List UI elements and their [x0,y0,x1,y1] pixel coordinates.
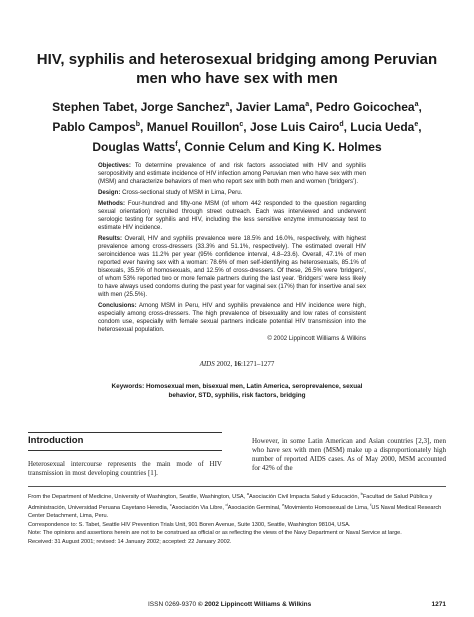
author-name: Manuel Rouillon [146,120,240,134]
affiliation-marker: f [175,141,178,148]
affiliation-marker: b [360,491,363,496]
separator: , [177,140,185,154]
publisher-copyright: © 2002 Lippincott Williams & Wilkins [197,601,312,608]
affiliation-marker: a [225,101,230,108]
abstract-objectives [98,162,366,186]
author-name: Lucia Ueda [350,120,415,134]
issn-line [148,601,311,608]
affiliation-marker: a [414,101,419,108]
author-name: Jorge Sanchez [140,100,226,114]
abstract-label: Objectives: [98,162,131,169]
author-name: Stephen Tabet [52,100,134,114]
affiliation-marker: c [169,502,172,508]
affiliation-marker: e [282,502,285,508]
abstract-text: Four-hundred and fifty-one MSM (of whom 442 responded to the question regarding sexual orientation) recruited through street outreach. Each was interviewed and underwent serologic testing for syphilis and HIV, including the less sensitive enzyme immunoassay test to estimate HIV incidence. [98,200,366,231]
abstract-label: Conclusions: [98,302,137,309]
intro-right-column: However, in some Latin American and Asian countries [2,3], men who have sex with men (MSM) make up a disproportionately high number of reported AIDS cases. As of May 2000, MSM accounted for 42% of the [252,437,446,472]
abstract-design [98,189,366,197]
affiliation-marker: a [246,491,250,496]
issn: ISSN 0269-9370 [148,601,197,608]
affiliation-marker: d [339,121,344,128]
separator: , [229,100,236,114]
footnote-divider [28,486,446,487]
affiliation-marker: a [305,101,310,108]
abstract-text: Overall, HIV and syphilis prevalence were 18.5% and 16.0%, respectively, with highest prevalence among cross-dressers (33.3% and 51.1%, respectively). The estimated overall HIV seroincidence was 11.2% per year (95% confidence interval, 4.8–23.6). Overall, 47.1% of men reported ever having sex with a woman: 78.6% of men self-identifying as heterosexuals, 85.1% of bisexuals, 35.5% of homosexuals, and 12.5% of cross-dressers. Of these, 26.5% were ‘bridgers’, of whom 53% reported two or more female partners during the last year. ‘Bridgers’ were less likely to have always used condoms during the past year for vaginal sex (17%) than for insertive anal sex with men (25.5%). [98,235,366,298]
separator: , [309,100,316,114]
abstract-label: Design: [98,189,121,196]
affiliation-text: US Naval Medical Research Center Detachment, Lima, Peru. [28,505,442,519]
keywords-text: Homosexual men, bisexual men, Latin America, seroprevalence, sexual behavior, STD, syphilis, risk factors, bridging [146,383,363,399]
journal-citation [20,360,454,368]
separator: , [133,100,141,114]
separator: , [343,120,351,134]
author-name: Javier Lama [235,100,306,114]
abstract-label: Methods: [98,200,126,207]
author-line-1 [20,96,454,116]
affiliation-marker: d [225,502,228,508]
abstract-results [98,235,366,299]
affiliation-text: Asociación Via Libre, [171,505,226,512]
citation-pages: :1271–1277 [240,360,275,368]
affiliation-marker: b [135,121,141,128]
affiliation-text: Movimiento Homosexual de Lima, [284,505,371,512]
affiliations [28,490,446,521]
received-dates: Received: 31 August 2001; revised: 14 January 2002; accepted: 22 January 2002. [28,538,232,545]
separator: , [418,100,422,114]
abstract-text: Among MSM in Peru, HIV and syphilis prevalence and HIV incidence were high, especially among cross-dressers. The high prevalence of bisexuality and low rates of consistent condom use, especially with female sexual partners indicate potential HIV transmission into the heterosexual population. [98,302,367,333]
author-name: Pedro Goicochea [315,100,415,114]
abstract-methods [98,200,366,232]
affiliation-marker: f [370,502,372,508]
journal-name: AIDS [199,360,215,368]
author-name: Jose Luis Cairo [249,120,340,134]
affiliation-prefix: From the Department of Medicine, University of Washington, Seattle, Washington, USA, [28,493,247,500]
author-name: Douglas Watts [92,140,176,154]
author-list [20,96,454,156]
separator: , [243,120,250,134]
separator: , [140,120,147,134]
keywords [100,382,374,400]
abstract-text: To determine prevalence of and risk factors associated with HIV and syphilis seropositivity and estimate incidence of HIV infection among Peruvian men who have sex with men (MSM) and characterize behaviors of men who report sex with both men and women (‘bridgers’). [98,162,366,185]
citation-volume: 16 [233,360,241,368]
affiliation-text: Asociación Germinal, [227,505,283,512]
affiliation-text: Facultad de Salud Pública y Administración, Universidad Peruana Cayetano Heredia, [28,493,433,512]
abstract [98,162,366,346]
abstract-copyright: © 2002 Lippincott Williams & Wilkins [267,335,366,342]
affiliation-marker: c [239,121,244,128]
abstract-conclusions [98,302,366,334]
author-name: Pablo Campos [52,120,136,134]
correspondence: Correspondence to: S. Tabet, Seattle HIV Prevention Trials Unit, 901 Boren Avenue, Suite 1300, Seattle, Washington 98104, USA. [28,521,351,528]
section-heading-introduction: Introduction [28,432,222,451]
article-title: HIV, syphilis and heterosexual bridging among Peruvian men who have sex with men [36,51,438,87]
page-number: 1271 [431,601,446,608]
separator: , [418,120,422,134]
abstract-text: Cross-sectional study of MSM in Lima, Peru. [122,189,243,196]
author-line-3 [20,136,454,156]
affiliation-marker: e [414,121,419,128]
author-line-2 [20,116,454,136]
author-name: Connie Celum and King K. Holmes [184,140,382,154]
footnotes [28,490,446,547]
affiliation-text: Asociación Civil Impacta Salud y Educación, [249,493,361,500]
citation-year: 2002, [214,360,234,368]
abstract-label: Results: [98,235,123,242]
keywords-label: Keywords: [111,383,145,390]
disclaimer-note: Note: The opinions and assertions herein are not to be construed as official or as reflecting the views of the Navy Department or Naval Service at large. [28,530,402,537]
intro-left-column: Heterosexual intercourse represents the main mode of HIV transmission in most developing countries [1]. [28,460,222,477]
